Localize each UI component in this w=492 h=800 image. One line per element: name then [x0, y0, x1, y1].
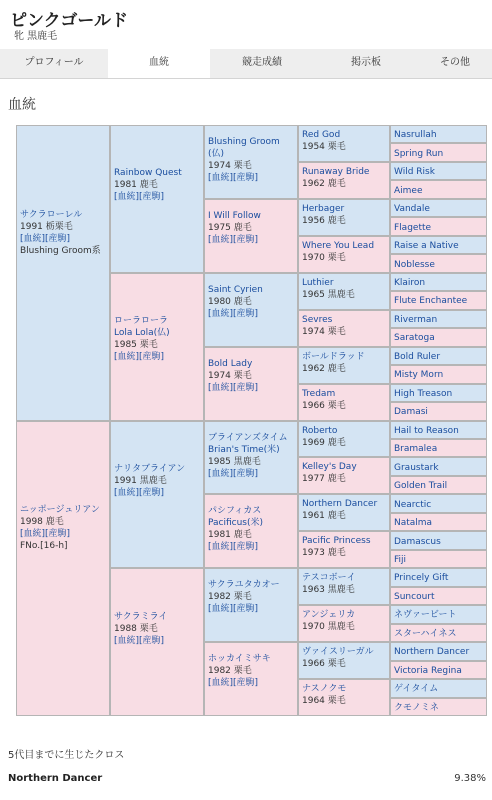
pedigree-cell-g4 [298, 273, 390, 310]
horse-birth-info: 1974 栗毛 [208, 161, 252, 171]
horse-links [208, 468, 294, 480]
pedigree-cell-g5 [390, 661, 487, 679]
horse-name-link[interactable]: サクラユタカオー [208, 580, 280, 591]
pedigree-cell-g5 [390, 476, 487, 494]
pedigree-cell-g5 [390, 624, 487, 642]
pedigree-cell-g4 [298, 679, 390, 716]
horse-birth-info: 1991 黒鹿毛 [114, 475, 167, 486]
pedigree-link[interactable]: [血統] [20, 529, 46, 540]
tab-pedigree[interactable]: 血統 [108, 49, 210, 78]
pedigree-cell-g4 [298, 605, 390, 642]
horse-links [208, 677, 294, 689]
cross-percentage: 9.38% [454, 773, 486, 784]
horse-name-link[interactable]: サクラローレル [20, 209, 83, 220]
horse-name-link[interactable]: クモノミネ [394, 702, 439, 713]
horse-birth-info: 1969 鹿毛 [302, 437, 346, 448]
horse-birth-info: 1973 鹿毛 [302, 548, 346, 559]
pedigree-cell-g5 [390, 698, 487, 716]
horse-birth-info: 1964 栗毛 [302, 696, 346, 707]
pedigree-cell-g4 [298, 125, 390, 162]
horse-birth-info: 1988 栗毛 [114, 623, 158, 634]
horse-links [208, 172, 294, 184]
horse-name-link[interactable]: Flagette [394, 222, 432, 233]
pedigree-cell-g5 [390, 143, 487, 161]
horse-name-link[interactable]: Nearctic [394, 499, 432, 510]
pedigree-cell-g5 [390, 550, 487, 568]
horse-links [208, 603, 294, 615]
pedigree-cell-g3 [204, 347, 298, 421]
horse-birth-info: 1954 栗毛 [302, 142, 346, 152]
pedigree-link[interactable]: [血統] [114, 487, 140, 498]
pedigree-cell-g4 [298, 531, 390, 568]
horse-name-link[interactable]: ホッカイミサキ [208, 654, 271, 665]
horse-birth-info: 1970 黒鹿毛 [302, 622, 355, 633]
horse-birth-info: 1991 栃栗毛 [20, 221, 73, 232]
pedigree-cell-g4 [298, 494, 390, 531]
pedigree-cell-g5 [390, 531, 487, 549]
horse-birth-info: 1981 鹿毛 [208, 530, 252, 541]
pedigree-cell-g1 [16, 421, 110, 717]
horse-name-link[interactable]: Runaway Bride [302, 166, 370, 177]
pedigree-cell-g4 [298, 236, 390, 273]
horse-name-link[interactable]: Fiji [394, 555, 407, 566]
horse-birth-info: 1961 鹿毛 [302, 511, 346, 522]
horse-birth-info: 1956 鹿毛 [302, 215, 346, 226]
pedigree-cell-g4 [298, 568, 390, 605]
horse-name-link[interactable]: Noblesse [394, 259, 435, 270]
pedigree-cell-g4 [298, 421, 390, 458]
horse-birth-info: 1977 鹿毛 [302, 474, 346, 485]
pedigree-cell-g5 [390, 402, 487, 420]
pedigree-link[interactable]: [血統] [114, 635, 140, 646]
pedigree-cell-g2 [110, 125, 204, 273]
tab-board[interactable]: 掲示板 [351, 57, 381, 68]
pedigree-cell-g5 [390, 273, 487, 291]
horse-name-link[interactable]: Saratoga [394, 333, 435, 344]
pedigree-cell-g3 [204, 421, 298, 495]
offspring-link[interactable]: [産駒] [139, 635, 165, 646]
horse-name-link[interactable]: Sevres [302, 314, 333, 325]
tab-profile[interactable]: プロフィール [24, 57, 84, 68]
horse-name-alt-link[interactable]: Lola Lola(仏) [114, 328, 170, 339]
horse-name-link[interactable]: Rainbow Quest [114, 168, 182, 179]
pedigree-cell-g5 [390, 494, 487, 512]
pedigree-cell-g5 [390, 291, 487, 309]
horse-name-link[interactable]: ローラローラ [114, 316, 169, 327]
pedigree-cell-g5 [390, 679, 487, 697]
pedigree-cell-g3 [204, 273, 298, 347]
horse-name-link[interactable]: Golden Trail [394, 481, 448, 492]
horse-name-link[interactable]: Wild Risk [394, 167, 435, 178]
horse-links [114, 351, 200, 363]
horse-name-alt-link[interactable]: Pacificus(米) [208, 518, 264, 529]
pedigree-cell-g4 [298, 457, 390, 494]
pedigree-cell-g5 [390, 605, 487, 623]
pedigree-cell-g5 [390, 180, 487, 198]
horse-links [114, 191, 200, 203]
pedigree-cell-g4 [298, 642, 390, 679]
horse-birth-info: 1985 栗毛 [114, 340, 158, 351]
horse-subtitle: 牝 黒鹿毛 [14, 31, 58, 42]
horse-name-link[interactable]: Damasi [394, 407, 428, 418]
offspring-link[interactable]: [産駒] [139, 487, 165, 498]
pedigree-cell-g3 [204, 125, 298, 199]
horse-name-link[interactable]: Spring Run [394, 148, 444, 159]
pedigree-cell-g5 [390, 568, 487, 586]
pedigree-link[interactable]: [血統] [208, 678, 234, 689]
horse-name-link[interactable]: Vandale [394, 204, 430, 215]
pedigree-link[interactable]: [血統] [208, 604, 234, 615]
pedigree-cell-g5 [390, 365, 487, 383]
horse-birth-info: 1980 鹿毛 [208, 296, 252, 307]
horse-extra-info: Blushing Groom系 [20, 245, 101, 256]
horse-name-link[interactable]: ブライアンズタイム [208, 432, 288, 443]
pedigree-cell-g4 [298, 199, 390, 236]
pedigree-cell-g5 [390, 513, 487, 531]
pedigree-link[interactable]: [血統] [208, 382, 234, 393]
horse-name-link[interactable]: Kelley's Day [302, 462, 357, 473]
pedigree-cell-g5 [390, 217, 487, 235]
horse-name-link[interactable]: Flute Enchantee [394, 296, 468, 307]
pedigree-cell-g4 [298, 162, 390, 199]
tab-bar [0, 49, 492, 79]
pedigree-cell-g5 [390, 347, 487, 365]
horse-name-link[interactable]: Aimee [394, 185, 423, 196]
horse-name-link[interactable]: ヴァイスリーガル [302, 647, 374, 658]
horse-links [208, 382, 294, 394]
horse-name-alt-link[interactable]: Brian's Time(米) [208, 444, 280, 455]
horse-name-link[interactable]: Riverman [394, 314, 438, 325]
horse-name-link[interactable]: サクラミライ [114, 611, 168, 622]
horse-birth-info: 1985 黒鹿毛 [208, 456, 261, 467]
horse-name-link[interactable]: Tredam [302, 388, 336, 399]
horse-links [208, 234, 294, 246]
horse-name-link[interactable]: Bold Lady [208, 358, 253, 369]
horse-name-link[interactable]: Pacific Princess [302, 536, 371, 547]
pedigree-cell-g5 [390, 236, 487, 254]
pedigree-cell-g5 [390, 328, 487, 346]
horse-name-link[interactable]: Damascus [394, 536, 441, 547]
page-title: ピンクゴールド [10, 11, 128, 31]
pedigree-table [16, 125, 487, 716]
horse-birth-info: 1966 栗毛 [302, 400, 346, 411]
horse-name-link[interactable]: Red God [302, 130, 341, 140]
horse-extra-info: FNo.[16-h] [20, 541, 68, 552]
offspring-link[interactable]: [産駒] [233, 542, 259, 553]
pedigree-link[interactable]: [血統] [114, 192, 140, 203]
pedigree-cell-g5 [390, 384, 487, 402]
offspring-link[interactable]: [産駒] [45, 529, 71, 540]
pedigree-cell-g2 [110, 568, 204, 716]
horse-name-link[interactable]: Misty Morn [394, 370, 444, 381]
pedigree-cell-g3 [204, 494, 298, 568]
horse-links [208, 308, 294, 320]
pedigree-cell-g4 [298, 347, 390, 384]
horse-name-link[interactable]: Northern Dancer [394, 647, 470, 658]
horse-name-alt-link[interactable]: (仏) [208, 149, 225, 159]
offspring-link[interactable]: [産駒] [233, 468, 259, 479]
horse-name-link[interactable]: Raise a Native [394, 241, 459, 252]
offspring-link[interactable]: [産駒] [233, 678, 259, 689]
horse-name-link[interactable]: パシフィカス [208, 506, 262, 517]
horse-name-link[interactable]: Nasrullah [394, 130, 437, 141]
pedigree-cell-g5 [390, 254, 487, 272]
pedigree-cell-g5 [390, 439, 487, 457]
offspring-link[interactable]: [産駒] [139, 352, 165, 363]
horse-name-link[interactable]: スターハイネス [394, 628, 457, 639]
horse-name-link[interactable]: ボールドラッド [302, 351, 365, 362]
horse-name-link[interactable]: High Treason [394, 388, 453, 399]
offspring-link[interactable]: [産駒] [233, 382, 259, 393]
section-title: 血統 [8, 97, 36, 113]
horse-name-link[interactable]: Blushing Groom [208, 137, 280, 147]
pedigree-link[interactable]: [血統] [208, 542, 234, 553]
tab-race-results[interactable]: 競走成績 [242, 57, 282, 68]
tab-other[interactable]: その他 [440, 57, 470, 68]
horse-birth-info: 1974 栗毛 [302, 326, 346, 337]
pedigree-cell-g4 [298, 384, 390, 421]
horse-birth-info: 1975 鹿毛 [208, 222, 252, 233]
pedigree-cell-g5 [390, 162, 487, 180]
offspring-link[interactable]: [産駒] [233, 234, 259, 245]
horse-name-link[interactable]: ナリタブライアン [114, 463, 186, 474]
offspring-link[interactable]: [産駒] [45, 233, 71, 244]
horse-links [208, 541, 294, 553]
horse-name-link[interactable]: ネヴァービート [394, 610, 457, 621]
pedigree-link[interactable]: [血統] [114, 352, 140, 363]
horse-birth-info: 1962 鹿毛 [302, 178, 346, 189]
pedigree-cell-g5 [390, 310, 487, 328]
horse-name-link[interactable]: Graustark [394, 462, 439, 473]
pedigree-cell-g3 [204, 568, 298, 642]
horse-name-link[interactable]: Bold Ruler [394, 351, 441, 362]
offspring-link[interactable]: [産駒] [233, 604, 259, 615]
horse-name-link[interactable]: アンジェリカ [302, 610, 356, 621]
horse-links [20, 528, 106, 540]
pedigree-cell-g3 [204, 642, 298, 716]
offspring-link[interactable]: [産駒] [233, 308, 259, 319]
horse-birth-info: 1974 栗毛 [208, 370, 252, 381]
horse-name-link[interactable]: Northern Dancer [302, 499, 378, 510]
horse-birth-info: 1962 鹿毛 [302, 363, 346, 374]
pedigree-cell-g1 [16, 125, 110, 421]
pedigree-cell-g5 [390, 199, 487, 217]
horse-birth-info: 1963 黒鹿毛 [302, 585, 355, 596]
pedigree-cell-g5 [390, 421, 487, 439]
horse-name-link[interactable]: Klairon [394, 277, 426, 288]
horse-name-link[interactable]: Where You Lead [302, 240, 375, 251]
pedigree-link[interactable]: [血統] [208, 468, 234, 479]
horse-name-link[interactable]: Luthier [302, 277, 334, 288]
horse-birth-info: 1982 栗毛 [208, 666, 252, 677]
pedigree-cell-g5 [390, 587, 487, 605]
horse-birth-info: 1982 栗毛 [208, 592, 252, 603]
horse-name-link[interactable]: Natalma [394, 518, 433, 529]
pedigree-cell-g2 [110, 421, 204, 569]
horse-name-link[interactable]: Suncourt [394, 591, 435, 602]
horse-birth-info: 1970 栗毛 [302, 252, 346, 263]
horse-birth-info: 1981 鹿毛 [114, 180, 158, 191]
pedigree-link[interactable]: [血統] [208, 173, 234, 183]
horse-name-link[interactable]: ゲイタイム [394, 684, 439, 695]
pedigree-cell-g5 [390, 457, 487, 475]
horse-name-link[interactable]: ニッポージュリアン [20, 505, 100, 516]
cross-section-title: 5代目までに生じたクロス [8, 750, 125, 761]
cross-horse-name[interactable]: Northern Dancer [8, 773, 103, 784]
horse-birth-info: 1966 栗毛 [302, 659, 346, 670]
horse-name-link[interactable]: Hail to Reason [394, 425, 459, 436]
horse-links [114, 635, 200, 647]
horse-links [114, 487, 200, 499]
horse-name-link[interactable]: Victoria Regina [394, 665, 462, 676]
pedigree-link[interactable]: [血統] [208, 234, 234, 245]
horse-birth-info: 1965 黒鹿毛 [302, 289, 355, 300]
horse-name-link[interactable]: Bramalea [394, 444, 438, 455]
horse-name-link[interactable]: Princely Gift [394, 573, 449, 584]
pedigree-cell-g3 [204, 199, 298, 273]
pedigree-cell-g5 [390, 642, 487, 660]
horse-name-link[interactable]: ナスノクモ [302, 684, 347, 695]
pedigree-link[interactable]: [血統] [20, 233, 46, 244]
horse-name-link[interactable]: Roberto [302, 425, 338, 436]
horse-links [20, 233, 106, 245]
horse-name-link[interactable]: I Will Follow [208, 210, 261, 221]
offspring-link[interactable]: [産駒] [139, 192, 165, 203]
horse-name-link[interactable]: Saint Cyrien [208, 284, 263, 295]
pedigree-cell-g4 [298, 310, 390, 347]
pedigree-cell-g2 [110, 273, 204, 421]
horse-birth-info: 1998 鹿毛 [20, 517, 64, 528]
horse-name-link[interactable]: Herbager [302, 203, 345, 214]
pedigree-link[interactable]: [血統] [208, 308, 234, 319]
offspring-link[interactable]: [産駒] [233, 173, 259, 183]
pedigree-cell-g5 [390, 125, 487, 143]
horse-name-link[interactable]: テスコボーイ [302, 573, 356, 584]
